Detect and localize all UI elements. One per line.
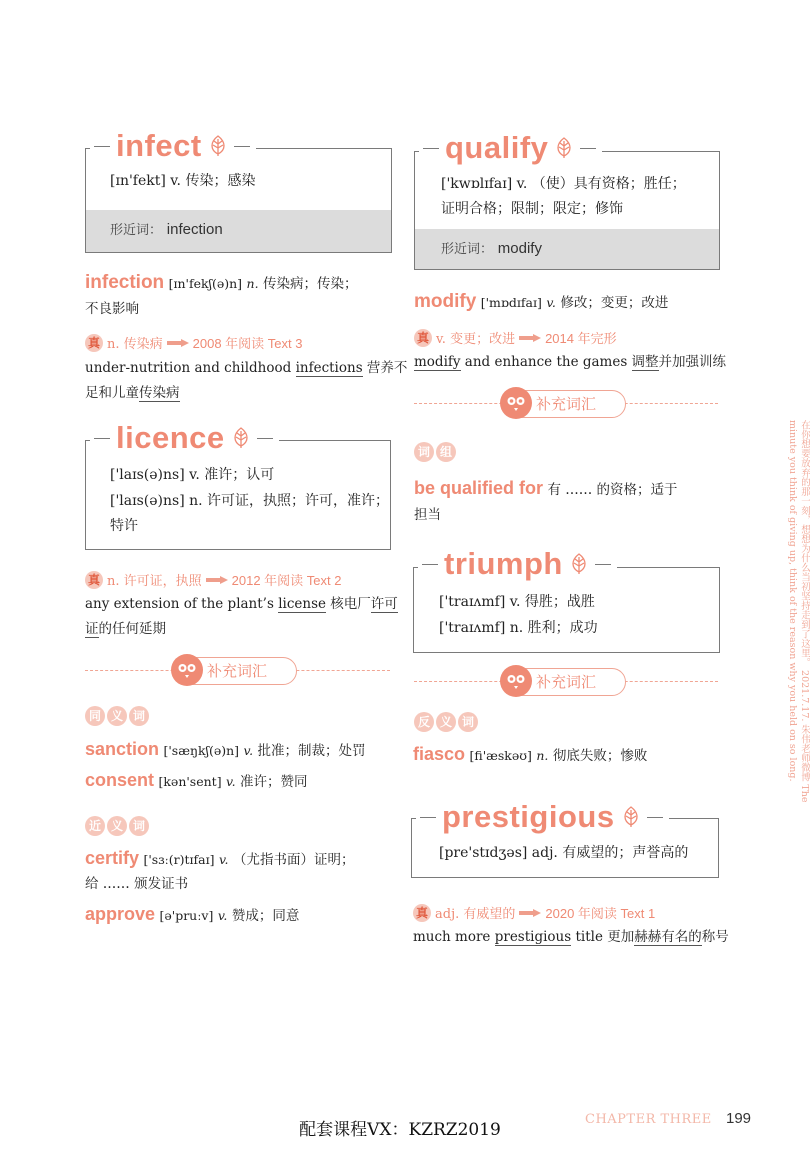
exam-source: 2008 年阅读 Text 3 <box>192 336 303 351</box>
example-highlight: prestigious <box>494 929 572 945</box>
example-sentence <box>414 350 726 375</box>
supplementary-label: 补充词汇 <box>506 390 626 418</box>
headword: prestigious <box>442 799 615 834</box>
similar-word-row <box>441 238 542 257</box>
example-text: 并加强训练 <box>658 354 727 370</box>
category-char: 反 <box>414 712 434 732</box>
antonym-category <box>414 712 478 732</box>
headword-infect <box>90 128 256 164</box>
headword-prestigious <box>416 799 669 835</box>
example-sentence <box>85 356 407 381</box>
example-text: 足和儿童 <box>85 385 139 401</box>
entry-fiasco <box>413 742 647 769</box>
exam-source-row <box>85 570 341 589</box>
pronunciation: [fi'æskəʊ] <box>469 748 532 763</box>
part-of-speech: v. <box>217 908 228 923</box>
example-sentence <box>85 592 398 617</box>
exam-badge: 真 <box>85 334 103 352</box>
owl-icon <box>171 654 203 686</box>
entry-word: approve <box>85 904 156 924</box>
pronunciation: [ɪn'fekʃ(ə)n] <box>168 276 243 291</box>
arrow-icon <box>206 576 228 584</box>
meaning: 修改；变更；改进 <box>560 295 669 311</box>
entry-word: modify <box>414 291 477 312</box>
entry-word: consent <box>85 770 155 790</box>
supplementary-header <box>414 665 718 699</box>
example-sentence-cont <box>85 381 180 406</box>
example-highlight: 证 <box>85 621 99 637</box>
category-char: 词 <box>414 442 434 462</box>
arrow-icon <box>519 909 541 917</box>
entry-word: certify <box>85 848 140 868</box>
definition: [ɪn'fekt] v. 传染；感染 <box>110 173 256 189</box>
category-char: 义 <box>436 712 456 732</box>
definition: [pre'stɪdʒəs] adj. 有威望的；声誉高的 <box>439 845 689 861</box>
meaning: 彻底失败；惨败 <box>552 748 648 764</box>
example-highlight: 调整 <box>631 354 659 370</box>
page-number: 199 <box>726 1110 752 1127</box>
side-quote: 在你想要放弃的那一刻，想想为什么当初坚持走到了这里。 2021.7.17. 朱伟老师微博 The minute you think of giving up, think of the reason why you held on so long. <box>787 420 810 803</box>
meaning: 传染病；传染； <box>263 276 358 292</box>
word-card-licence <box>85 440 391 550</box>
example-text: 营养不 <box>362 360 408 376</box>
entry-sanction <box>85 737 366 764</box>
definition: ['laɪs(ə)ns] v. 准许；认可 <box>110 467 275 483</box>
example-highlight: infections <box>295 360 363 376</box>
pronunciation: ['sæŋkʃ(ə)n] <box>163 743 240 758</box>
part-of-speech: v. <box>243 743 254 758</box>
leaf-icon <box>554 137 574 159</box>
exam-source: 2014 年完形 <box>545 331 617 346</box>
exam-badge: 真 <box>414 329 432 347</box>
pronunciation: ['sɜː(r)tɪfaɪ] <box>143 852 215 867</box>
arrow-icon <box>519 334 541 342</box>
similar-word-row <box>110 219 223 238</box>
example-highlight: 传染病 <box>139 385 180 401</box>
footer-wechat: 配套课程VX：KZRZ2019 <box>299 1120 501 1140</box>
meaning-cont: 担当 <box>414 507 441 523</box>
supplementary-label: 补充词汇 <box>177 657 297 685</box>
example-highlight: modify <box>414 354 461 370</box>
entry-modify <box>414 289 668 316</box>
divider <box>580 148 596 149</box>
definition: 特许 <box>110 518 138 534</box>
near-synonym-category <box>85 816 149 836</box>
example-text: 核电厂 <box>326 596 371 612</box>
meaning-cont: 给 …… 颁发证书 <box>85 876 189 892</box>
divider <box>423 148 439 149</box>
exam-meaning: adj. 有威望的 <box>435 907 516 922</box>
category-char: 义 <box>107 816 127 836</box>
meaning: 批准；制裁；处罚 <box>257 743 366 759</box>
example-sentence <box>413 925 729 950</box>
meaning: 赞成；同意 <box>231 908 300 924</box>
divider <box>647 817 663 818</box>
example-text: title 更加 <box>571 929 635 945</box>
leaf-icon <box>231 427 251 449</box>
meaning: 有 …… 的资格；适于 <box>547 482 678 498</box>
headword: licence <box>116 420 225 455</box>
exam-meaning: n. 许可证，执照 <box>107 574 202 589</box>
example-text: 称号 <box>701 929 729 945</box>
category-char: 词 <box>129 706 149 726</box>
definition: 证明合格；限制；限定；修饰 <box>441 201 623 217</box>
leaf-icon <box>569 553 589 575</box>
part-of-speech: v. <box>218 852 229 867</box>
category-char: 词 <box>458 712 478 732</box>
category-char: 同 <box>85 706 105 726</box>
pronunciation: [ə'pruːv] <box>159 908 214 923</box>
exam-source-row <box>85 333 302 352</box>
example-highlight: 许可 <box>370 596 398 612</box>
entry-word: fiasco <box>413 744 466 764</box>
headword: infect <box>116 128 202 163</box>
part-of-speech: v. <box>546 295 556 310</box>
leaf-icon <box>208 135 228 157</box>
divider <box>420 817 436 818</box>
entry-word: sanction <box>85 739 160 759</box>
definition: ['traɪʌmf] n. 胜利；成功 <box>439 620 598 636</box>
definition: ['laɪs(ə)ns] n. 许可证，执照；许可，准许； <box>110 493 390 509</box>
headword: qualify <box>445 130 549 165</box>
example-text: any extension of the plant’s <box>85 596 279 612</box>
supplementary-label: 补充词汇 <box>506 668 626 696</box>
part-of-speech: n. <box>536 748 549 763</box>
entry-word: be qualified for <box>414 478 544 498</box>
entry-infection <box>85 270 358 297</box>
phrase-category <box>414 442 456 462</box>
owl-icon <box>500 387 532 419</box>
exam-meaning: v. 变更；改进 <box>436 332 516 347</box>
meaning: （尤指书面）证明； <box>232 852 355 868</box>
category-char: 词 <box>129 816 149 836</box>
meaning-cont: 不良影响 <box>85 301 139 317</box>
part-of-speech: n. <box>246 276 259 291</box>
entry-word: infection <box>85 272 165 293</box>
chapter-label: CHAPTER THREE <box>585 1112 712 1127</box>
similar-label: 形近词： <box>110 223 163 238</box>
exam-source-row <box>413 903 655 922</box>
category-char: 组 <box>436 442 456 462</box>
divider <box>422 564 438 565</box>
owl-icon <box>500 665 532 697</box>
meaning: 准许；赞同 <box>240 774 308 790</box>
example-text: 的任何延期 <box>98 621 166 637</box>
example-highlight: license <box>278 596 326 612</box>
entry-phrase <box>414 476 678 503</box>
entry-approve <box>85 902 299 929</box>
supplementary-header <box>85 654 390 688</box>
similar-label: 形近词： <box>441 242 494 257</box>
entry-consent <box>85 768 308 795</box>
word-card-qualify <box>414 151 720 270</box>
exam-badge: 真 <box>413 904 431 922</box>
divider <box>595 564 611 565</box>
headword-licence <box>90 420 279 456</box>
exam-source-row <box>414 328 617 347</box>
synonym-category <box>85 706 149 726</box>
supplementary-header <box>414 387 718 421</box>
pronunciation: [kən'sent] <box>158 774 222 789</box>
exam-source: 2020 年阅读 Text 1 <box>545 906 656 921</box>
part-of-speech: v. <box>226 774 236 789</box>
category-char: 近 <box>85 816 105 836</box>
divider <box>234 146 250 147</box>
category-char: 义 <box>107 706 127 726</box>
entry-certify <box>85 846 354 873</box>
definition: ['traɪʌmf] v. 得胜；战胜 <box>439 594 595 610</box>
headword-triumph <box>418 546 617 582</box>
definition: ['kwɒlɪfaɪ] v. （使）具有资格；胜任； <box>441 176 686 192</box>
example-text: under-nutrition and childhood <box>85 360 296 376</box>
exam-meaning: n. 传染病 <box>107 337 163 352</box>
exam-badge: 真 <box>85 571 103 589</box>
example-highlight: 赫赫有名的 <box>634 929 702 945</box>
similar-word: modify <box>497 240 542 257</box>
divider <box>94 438 110 439</box>
headword-qualify <box>419 130 602 166</box>
divider <box>257 438 273 439</box>
arrow-icon <box>167 339 189 347</box>
similar-word: infection <box>166 221 223 238</box>
example-sentence-cont <box>85 617 166 642</box>
leaf-icon <box>621 806 641 828</box>
headword: triumph <box>444 546 563 581</box>
divider <box>94 146 110 147</box>
exam-source: 2012 年阅读 Text 2 <box>231 573 342 588</box>
example-text: much more <box>413 929 495 945</box>
example-text: and enhance the games <box>460 354 632 370</box>
pronunciation: ['mɒdɪfaɪ] <box>480 295 542 310</box>
